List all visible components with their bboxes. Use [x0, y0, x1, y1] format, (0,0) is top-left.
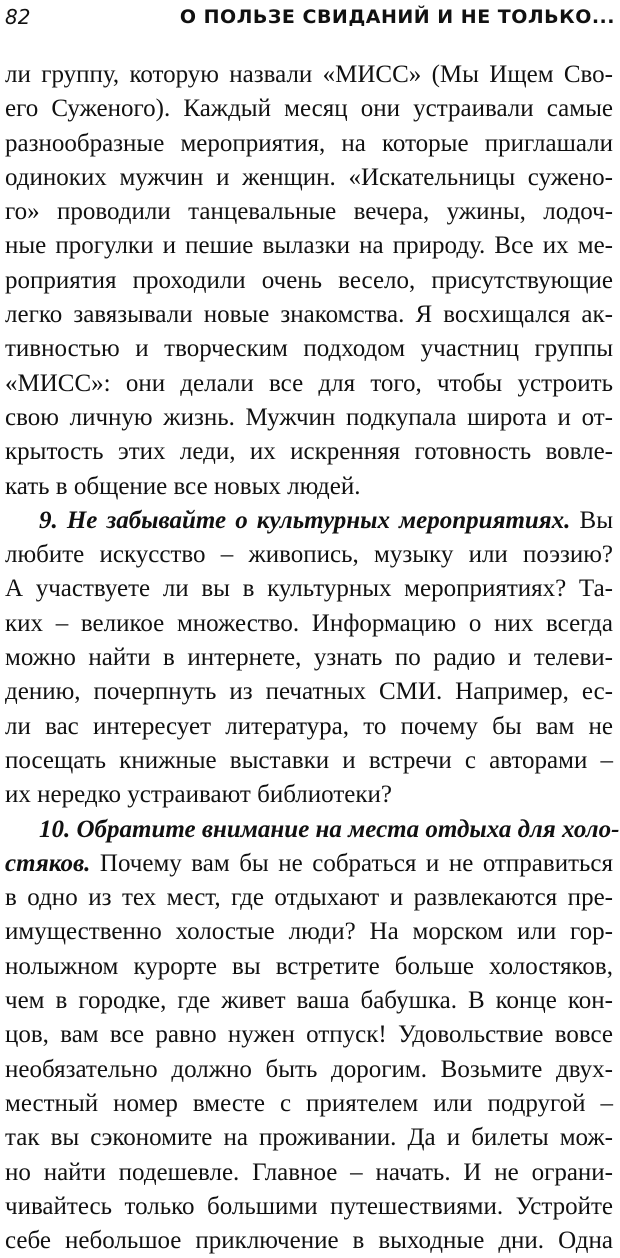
text-line — [5, 572, 613, 606]
line-text: ные прогулки и пешие вылазки на природу. Все их ме- — [5, 232, 613, 260]
text-line — [5, 881, 613, 915]
text-line — [5, 1156, 613, 1190]
text-line — [5, 675, 613, 709]
line-text: его Суженого). Каждый месяц они устраивали самые — [5, 95, 613, 123]
line-text: цов, вам все равно нужен отпуск! Удовольствие вовсе — [5, 1021, 613, 1049]
line-text: свою личную жизнь. Мужчин подкупала широта и от- — [5, 403, 613, 431]
line-text: нолыжном курорте вы встретите больше холостяков, — [5, 952, 613, 980]
text-line — [5, 470, 613, 504]
page-header — [5, 4, 615, 34]
line-text: имущественно холостые люди? На морском или гор- — [5, 918, 613, 946]
text-line — [5, 401, 613, 435]
text-line — [5, 538, 613, 572]
line-text: местный номер вместе с приятелем или подругой – — [5, 1089, 613, 1117]
text-line — [5, 915, 613, 949]
text-line — [5, 161, 613, 195]
text-line — [5, 1087, 613, 1121]
line-text: А участвуете ли вы в культурных мероприятиях? Та- — [5, 575, 613, 603]
text-line — [5, 1190, 613, 1224]
text-line — [5, 607, 613, 641]
text-line — [5, 195, 613, 229]
line-text: разнообразные мероприятия, на которые приглашали — [5, 129, 613, 157]
text-line — [5, 1018, 613, 1052]
text-line — [5, 984, 613, 1018]
list-item-heading: стяков. — [5, 849, 91, 877]
text-line — [5, 58, 613, 92]
text-line — [5, 744, 613, 778]
line-text: тивностью и творческим подходом участниц группы — [5, 335, 613, 363]
text-line — [5, 435, 613, 469]
line-text: их нередко устраивают библиотеки? — [5, 781, 392, 809]
text-line — [5, 367, 613, 401]
body-text — [5, 58, 620, 1258]
text-line — [5, 229, 613, 263]
text-line — [5, 127, 613, 161]
text-line — [5, 1053, 613, 1087]
text-line — [5, 92, 613, 126]
text-line — [5, 813, 620, 847]
line-text: одиноких мужчин и женщин. «Искательницы сужено- — [5, 163, 613, 191]
text-line — [5, 778, 613, 812]
line-text: «МИСС»: они делали все для того, чтобы устроить — [5, 369, 613, 397]
line-text: роприятия проходили очень весело, присутствующие — [5, 266, 613, 294]
text-line — [5, 504, 613, 538]
text-line — [5, 332, 613, 366]
line-text: но найти подешевле. Главное – начать. И не ограни- — [5, 1158, 613, 1186]
line-text: любите искусство – живопись, музыку или поэзию? — [5, 541, 613, 569]
line-text: чивайтесь только большими путешествиями. Устройте — [5, 1192, 613, 1220]
list-item-heading: 10. Обратите внимание на места отдыха для холо- — [39, 815, 620, 843]
line-text: ли группу, которую назвали «МИСС» (Мы Ищем Сво- — [5, 61, 613, 88]
line-text: посещать книжные выставки и встречи с авторами – — [5, 746, 613, 774]
text-line — [5, 641, 613, 675]
line-text: Почему вам бы не собраться и не отправиться — [90, 849, 613, 877]
line-text: легко завязывали новые знакомства. Я восхищался ак- — [5, 301, 613, 329]
line-text: чем в городке, где живет ваша бабушка. В конце кон- — [5, 987, 613, 1015]
line-text: необязательно должно быть дорогим. Возьмите двух- — [5, 1055, 613, 1083]
text-line — [5, 1224, 613, 1258]
line-text: так вы сэкономите на проживании. Да и билеты мож- — [5, 1124, 613, 1152]
line-text: можно найти в интернете, узнать по радио и телеви- — [5, 644, 613, 672]
line-text: ких – великое множество. Информацию о них всегда — [5, 609, 613, 637]
text-line — [5, 847, 613, 881]
line-text: ли вас интересует литература, то почему бы вам не — [5, 712, 613, 740]
line-text: го» проводили танцевальные вечера, ужины, лодоч- — [5, 198, 613, 226]
text-line — [5, 950, 613, 984]
text-line — [5, 1121, 613, 1155]
text-line — [5, 298, 613, 332]
list-item-heading: 9. Не забывайте о культурных мероприятиях. — [39, 506, 571, 534]
text-line — [5, 710, 613, 744]
text-line — [5, 264, 613, 298]
line-text: крытость этих леди, их искренняя готовность вовле- — [5, 438, 613, 466]
line-text: дению, почерпнуть из печатных СМИ. Например, ес- — [5, 678, 613, 706]
line-text: себе небольшое приключение в выходные дни. Одна — [5, 1227, 613, 1255]
running-title: О ПОЛЬЗЕ СВИДАНИЙ И НЕ ТОЛЬКО... — [179, 6, 615, 28]
line-text: кать в общение все новых людей. — [5, 472, 361, 500]
page-number: 82 — [5, 5, 31, 29]
line-text: Вы — [570, 506, 613, 534]
line-text: в одно из тех мест, где отдыхают и развлекаются пре- — [5, 884, 613, 912]
